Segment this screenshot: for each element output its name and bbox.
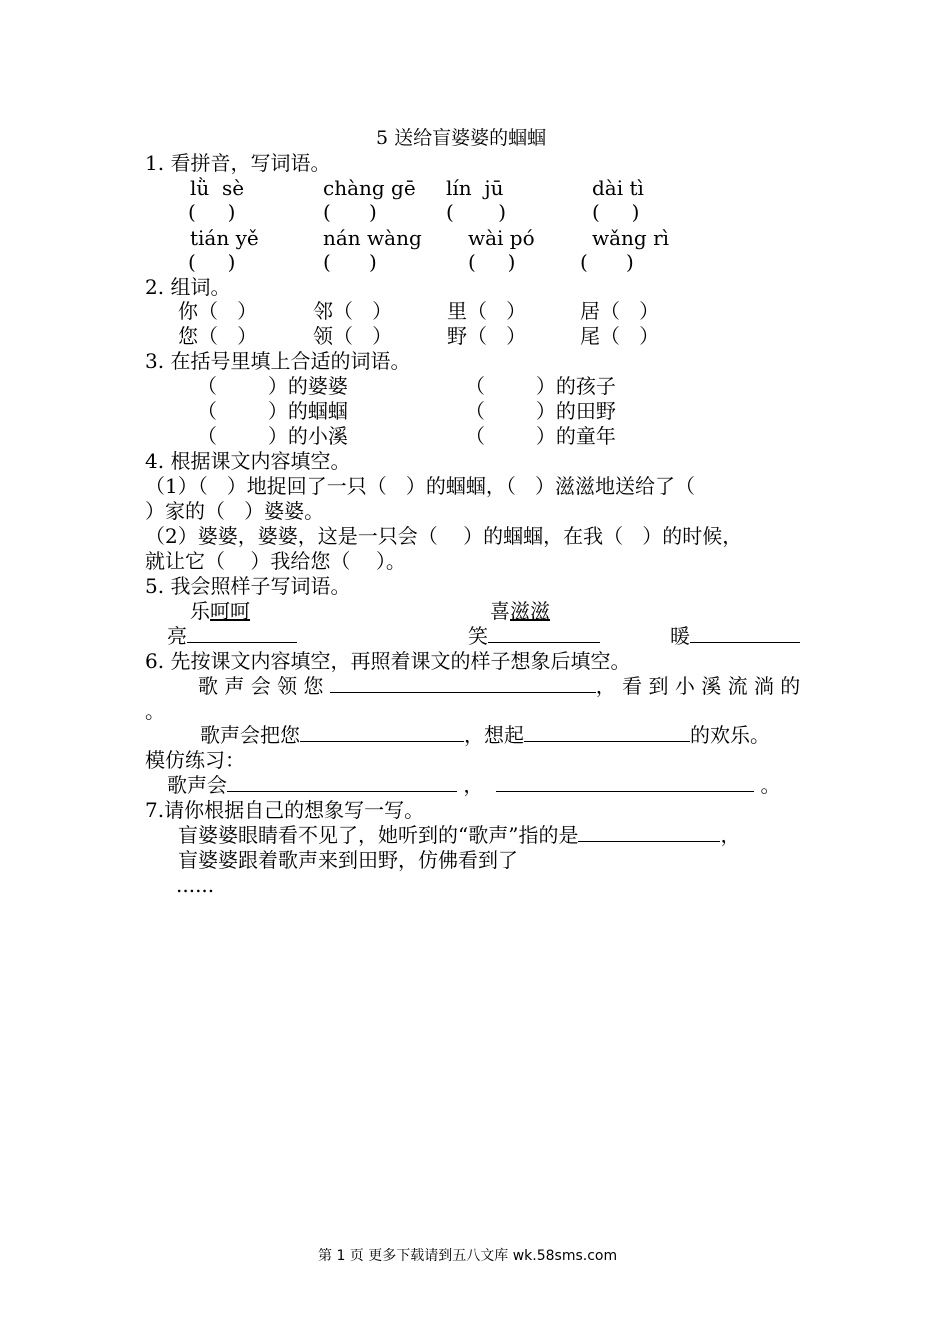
pinyin-item: tián yě <box>190 226 259 250</box>
q6-heading: 6. 先按课文内容填空，再照着课文的样子想象后填空。 <box>145 649 631 673</box>
example-word: 喜滋滋 <box>490 599 550 623</box>
word-item: 野（ ） <box>447 324 527 348</box>
word-item: 领（ ） <box>313 324 393 348</box>
q5-heading: 5. 我会照样子写词语。 <box>145 574 351 598</box>
answer-paren: ( ) <box>188 250 236 274</box>
word-item: 您（ ） <box>178 324 258 348</box>
pinyin-item: wài pó <box>468 226 535 250</box>
q1-heading: 1. 看拼音，写词语。 <box>145 151 331 175</box>
word-item: 尾（ ） <box>580 324 660 348</box>
pinyin-item: wǎng rì <box>592 226 670 250</box>
answer-paren: ( ) <box>323 200 377 224</box>
q6-line-end: 。 <box>145 699 165 723</box>
page-footer: 第 1 页 更多下载请到五八文库 wk.58sms.com <box>318 1248 618 1264</box>
practice-label: 模仿练习： <box>145 748 245 772</box>
fill-item: （ ）的蝈蝈 <box>197 399 348 423</box>
fill-item: （ ）的孩子 <box>465 374 616 398</box>
q6-line: 歌 声 会 领 您 ， 看 到 小 溪 流 淌 的 <box>198 674 801 698</box>
q4-line: ）家的（ ）婆婆。 <box>145 499 325 523</box>
q2-heading: 2. 组词。 <box>145 275 231 299</box>
answer-paren: ( ) <box>468 250 516 274</box>
answer-paren: ( ) <box>323 250 377 274</box>
word-item: 邻（ ） <box>313 299 393 323</box>
pinyin-item: nán wàng <box>323 226 422 250</box>
pinyin-item: lín jū <box>446 176 504 200</box>
example-word: 乐呵呵 <box>190 599 250 623</box>
practice-line: 歌声会 ， 。 <box>167 773 781 797</box>
answer-paren: ( ) <box>188 200 236 224</box>
q4-line: （2）婆婆，婆婆，这是一只会（ ）的蝈蝈，在我（ ）的时候， <box>145 524 743 548</box>
q4-heading: 4. 根据课文内容填空。 <box>145 449 351 473</box>
q4-line: 就让它（ ）我给您（ ）。 <box>145 549 406 573</box>
word-item: 里（ ） <box>447 299 527 323</box>
q4-line: （1）（ ）地捉回了一只（ ）的蝈蝈，（ ）滋滋地送给了（ <box>145 474 695 498</box>
practice-word: 笑 <box>468 624 600 648</box>
q7-line: 盲婆婆跟着歌声来到田野，仿佛看到了 <box>178 848 518 872</box>
word-item: 居（ ） <box>580 299 660 323</box>
page-title: 5 送给盲婆婆的蝈蝈 <box>376 127 547 149</box>
answer-paren: ( ) <box>580 250 634 274</box>
pinyin-item: chàng gē <box>323 176 416 200</box>
q7-heading: 7.请你根据自己的想象写一写。 <box>145 798 425 822</box>
ellipsis: ...... <box>176 873 215 897</box>
practice-word: 暖 <box>670 624 800 648</box>
practice-word: 亮 <box>167 624 297 648</box>
q7-line: 盲婆婆眼睛看不见了，她听到的“歌声”指的是 ， <box>178 823 741 847</box>
pinyin-item: lǜ sè <box>190 176 245 200</box>
fill-item: （ ）的童年 <box>465 424 616 448</box>
answer-paren: ( ) <box>592 200 640 224</box>
q6-line: 歌声会把您 ，想起 的欢乐。 <box>200 723 770 747</box>
fill-item: （ ）的田野 <box>465 399 616 423</box>
pinyin-item: dài tì <box>592 176 644 200</box>
word-item: 你（ ） <box>178 299 258 323</box>
fill-item: （ ）的小溪 <box>197 424 348 448</box>
q3-heading: 3. 在括号里填上合适的词语。 <box>145 349 411 373</box>
fill-item: （ ）的婆婆 <box>197 374 348 398</box>
answer-paren: ( ) <box>446 200 507 224</box>
